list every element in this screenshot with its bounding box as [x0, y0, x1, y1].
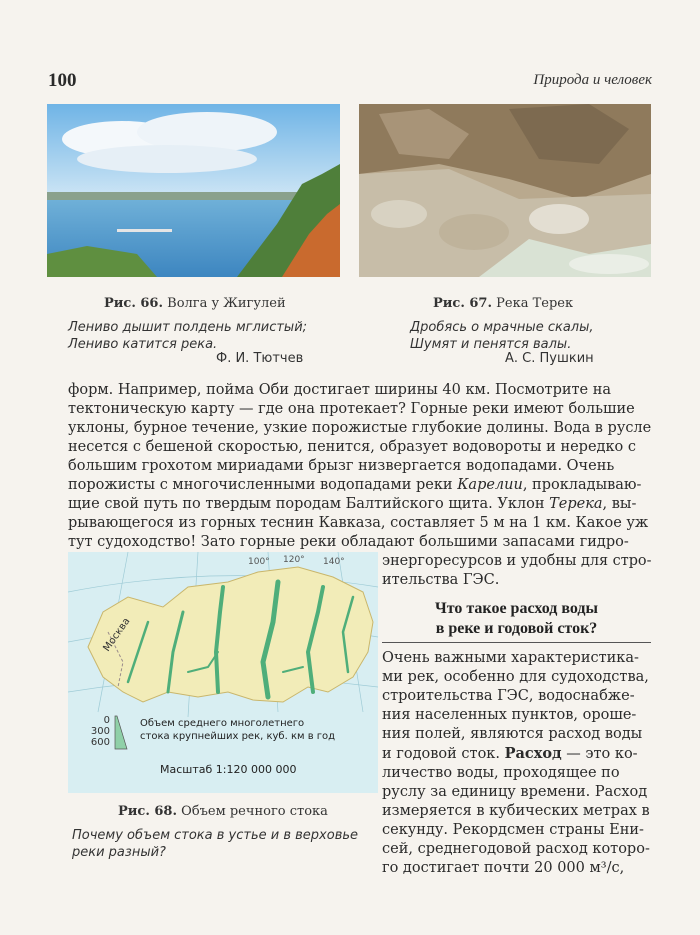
body-line: Очень важными характеристика-: [382, 650, 639, 666]
poem-line: Лениво дышит полдень мглистый;: [68, 320, 308, 335]
section-title-line: Что такое расход воды: [434, 600, 599, 617]
text-run: , прокладываю-: [522, 477, 642, 493]
poem-line: Дробясь о мрачные скалы,: [410, 320, 594, 335]
map-lon-label: 140°: [323, 557, 345, 567]
fig66-caption: [104, 296, 286, 311]
body-line: форм. Например, пойма Оби достигает ширины 40 км. Посмотрите на: [68, 382, 612, 398]
text-run: , вы-: [602, 496, 637, 512]
question-line: реки разный?: [72, 845, 166, 860]
body-line: личество воды, проходящее по: [382, 765, 620, 781]
map-lon-label: 100°: [248, 557, 270, 567]
text-run: и годовой сток.: [382, 746, 505, 762]
fig66-number: Рис. 66.: [104, 296, 164, 311]
poem-line: Шумят и пенятся валы.: [410, 337, 572, 352]
body-line: ния полей, являются расход воды: [382, 726, 643, 742]
fig67-author: А. С. Пушкин: [505, 351, 594, 366]
question-line: Почему объем стока в устье и в верховье: [72, 828, 359, 843]
poem-line: Лениво катится река.: [68, 337, 218, 352]
body-text: [68, 381, 651, 552]
term-terek: Терека: [549, 496, 603, 512]
body-line: энергоресурсов и удобны для стро-: [382, 553, 652, 569]
term-karelia: Карелии: [457, 477, 523, 493]
map-lon-label: 120°: [283, 555, 305, 565]
fig68-number: Рис. 68.: [118, 804, 178, 819]
fig67-number: Рис. 67.: [433, 296, 493, 311]
legend-wedge-icon: [113, 715, 133, 751]
text-run: щие свой путь по твердым породам Балтийского щита. Уклон: [68, 496, 550, 512]
term-raskhod: Расход: [504, 745, 562, 762]
legend-text: стока крупнейших рек, куб. км в год: [140, 731, 336, 742]
body-line: большим грохотом мириадами брызг низвергается водопадами. Очень: [68, 458, 615, 474]
map-scale: Масштаб 1:120 000 000: [160, 763, 297, 776]
text-run: — это ко-: [561, 746, 638, 762]
page-number: 100: [48, 70, 77, 91]
body-line: тектоническую карту — где она протекает? Горные реки имеют большие: [68, 401, 635, 417]
body-line: секунду. Рекордсмен страны Ени-: [382, 822, 644, 838]
body-line: строительства ГЭС, водоснабже-: [382, 688, 635, 704]
map-legend: [68, 715, 378, 793]
body-line: несется с бешеной скоростью, пенится, образует водовороты и нередко с: [68, 439, 636, 455]
body-line: ительства ГЭС.: [382, 572, 500, 588]
map-river-runoff: [68, 552, 378, 793]
fig67-title: Река Терек: [496, 296, 574, 311]
body-line: [68, 476, 641, 495]
legend-tick: 0: [103, 715, 110, 726]
body-line: го достигает почти 20 000 м³/с,: [382, 860, 625, 876]
section-rule: [382, 642, 651, 643]
fig67-caption: [433, 296, 573, 311]
map-moscow-label: Москва: [101, 616, 133, 654]
running-head: Природа и человек: [533, 72, 652, 88]
body-line: сей, среднегодовой расход которо-: [382, 841, 650, 857]
fig66-title: Волга у Жигулей: [167, 296, 286, 311]
fig68-caption: [118, 804, 328, 819]
fig66-poem: [68, 319, 307, 353]
photo-volga: [47, 104, 340, 277]
fig68-question: [72, 827, 358, 861]
fig68-title: Объем речного стока: [181, 804, 328, 819]
fig67-poem: [410, 319, 594, 353]
legend-tick: 600: [90, 737, 110, 748]
body-line: ми рек, особенно для судоходства,: [382, 669, 649, 685]
photo-terek: [359, 104, 651, 277]
legend-text: Объем среднего многолетнего: [140, 718, 305, 729]
body-line: [382, 744, 638, 764]
body-line: тут судоходство! Зато горные реки обладают большими запасами гидро-: [68, 534, 629, 550]
section-heading: [382, 600, 651, 643]
body-line: рывающегося из горных теснин Кавказа, составляет 5 м на 1 км. Какое уж: [68, 515, 649, 531]
legend-tick: 300: [90, 726, 110, 737]
section-title-line: в реке и годовой сток?: [435, 620, 598, 637]
body-line: ния населенных пунктов, ороше-: [382, 707, 637, 723]
body-text-side: [382, 552, 651, 590]
fig66-author: Ф. И. Тютчев: [216, 351, 304, 366]
text-run: порожисты с многочисленными водопадами реки: [68, 477, 458, 493]
body-line: измеряется в кубических метрах в: [382, 803, 650, 819]
body-line: уклоны, бурное течение, узкие порожистые глубокие долины. Вода в русле: [68, 420, 652, 436]
section-paragraph: [382, 649, 651, 878]
body-line: [68, 495, 636, 514]
body-line: руслу за единицу времени. Расход: [382, 784, 648, 800]
